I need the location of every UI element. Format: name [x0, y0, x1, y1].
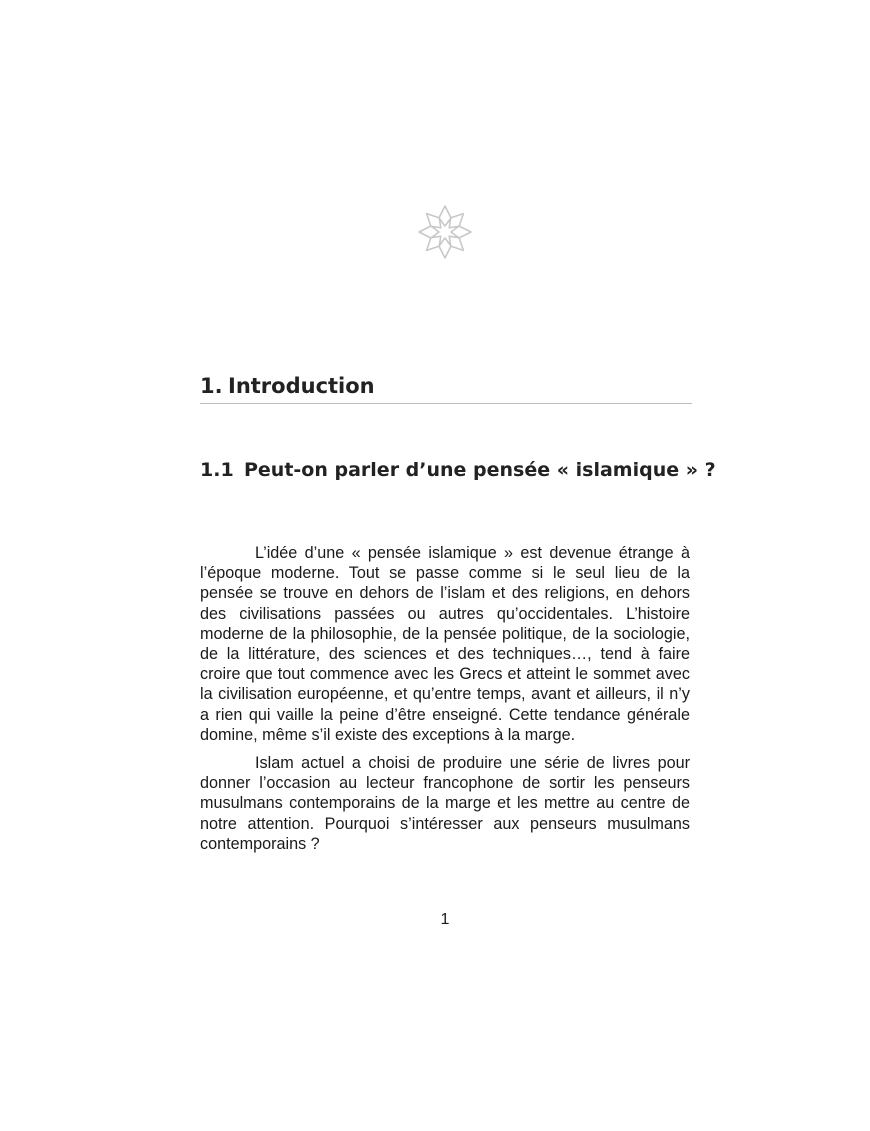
flower-ornament-icon	[415, 202, 475, 262]
chapter-heading	[200, 373, 692, 404]
section-number: 1.1	[200, 459, 234, 481]
paragraph-1: L’idée d’une « pensée islamique » est devenue étrange à l’époque moderne. Tout se passe comme si le seul lieu de la pensée se trouve en dehors de l’islam et des religions, en dehors des civilisations passées ou autres qu’occidentales. L’histoire moderne de la philosophie, de la pensée politique, de la sociologie, de la littérature, des sciences et des techniques…, tend à faire croire que tout commence avec les Grecs et atteint le sommet avec la civilisation européenne, et qu’entre temps, avant et ailleurs, il n’y a rien qui vaille la peine d’être enseigné. Cette tendance générale domine, même s’il existe des exceptions à la marge.	[200, 544, 690, 744]
body-text	[200, 543, 690, 862]
page-number: 1	[440, 911, 450, 928]
chapter-title: Introduction	[228, 374, 375, 398]
section-title: Peut-on parler d’une pensée « islamique » ?	[244, 459, 716, 481]
section-heading	[200, 458, 716, 482]
chapter-number: 1.	[200, 374, 223, 398]
paragraph-2: Islam actuel a choisi de produire une série de livres pour donner l’occasion au lecteur francophone de sortir les penseurs musulmans contemporains de la marge et les mettre au centre de notre attention. Pourquoi s’intéresser aux penseurs musulmans contemporains ?	[200, 754, 690, 853]
